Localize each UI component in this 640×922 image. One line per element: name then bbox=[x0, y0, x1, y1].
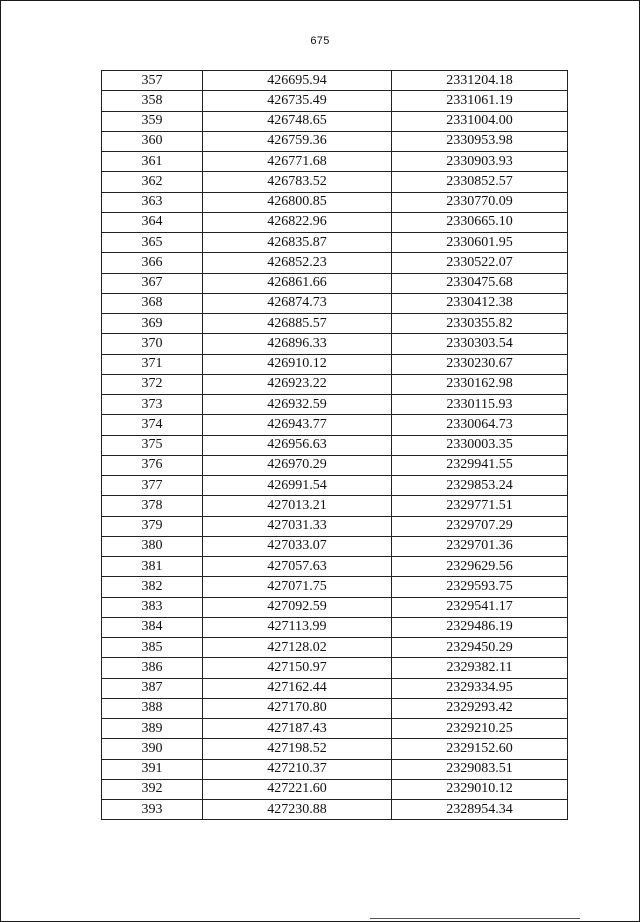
x-coordinate-cell: 427113.99 bbox=[203, 617, 392, 637]
point-number-cell: 380 bbox=[102, 536, 203, 556]
y-coordinate-cell: 2330003.35 bbox=[392, 435, 568, 455]
table-row bbox=[102, 536, 568, 556]
y-coordinate-cell: 2329334.95 bbox=[392, 678, 568, 698]
point-number-cell: 365 bbox=[102, 233, 203, 253]
y-coordinate-cell: 2329450.29 bbox=[392, 638, 568, 658]
x-coordinate-cell: 427162.44 bbox=[203, 678, 392, 698]
point-number-cell: 368 bbox=[102, 293, 203, 313]
x-coordinate-cell: 427033.07 bbox=[203, 536, 392, 556]
table-row bbox=[102, 638, 568, 658]
table-row bbox=[102, 212, 568, 232]
y-coordinate-cell: 2330852.57 bbox=[392, 172, 568, 192]
y-coordinate-cell: 2331061.19 bbox=[392, 91, 568, 111]
x-coordinate-cell: 426956.63 bbox=[203, 435, 392, 455]
y-coordinate-cell: 2330412.38 bbox=[392, 293, 568, 313]
x-coordinate-cell: 426822.96 bbox=[203, 212, 392, 232]
point-number-cell: 369 bbox=[102, 314, 203, 334]
point-number-cell: 364 bbox=[102, 212, 203, 232]
y-coordinate-cell: 2329701.36 bbox=[392, 536, 568, 556]
x-coordinate-cell: 427198.52 bbox=[203, 739, 392, 759]
table-row bbox=[102, 435, 568, 455]
point-number-cell: 375 bbox=[102, 435, 203, 455]
x-coordinate-cell: 427013.21 bbox=[203, 496, 392, 516]
x-coordinate-cell: 426835.87 bbox=[203, 233, 392, 253]
table-row bbox=[102, 314, 568, 334]
point-number-cell: 361 bbox=[102, 152, 203, 172]
table-row bbox=[102, 131, 568, 151]
x-coordinate-cell: 427031.33 bbox=[203, 516, 392, 536]
point-number-cell: 390 bbox=[102, 739, 203, 759]
y-coordinate-cell: 2330522.07 bbox=[392, 253, 568, 273]
table-row bbox=[102, 354, 568, 374]
point-number-cell: 367 bbox=[102, 273, 203, 293]
point-number-cell: 374 bbox=[102, 415, 203, 435]
point-number-cell: 378 bbox=[102, 496, 203, 516]
y-coordinate-cell: 2329593.75 bbox=[392, 577, 568, 597]
table-row bbox=[102, 617, 568, 637]
x-coordinate-cell: 426861.66 bbox=[203, 273, 392, 293]
y-coordinate-cell: 2330303.54 bbox=[392, 334, 568, 354]
table-row bbox=[102, 91, 568, 111]
point-number-cell: 363 bbox=[102, 192, 203, 212]
y-coordinate-cell: 2331004.00 bbox=[392, 111, 568, 131]
y-coordinate-cell: 2329629.56 bbox=[392, 557, 568, 577]
y-coordinate-cell: 2330064.73 bbox=[392, 415, 568, 435]
x-coordinate-cell: 427057.63 bbox=[203, 557, 392, 577]
y-coordinate-cell: 2331204.18 bbox=[392, 71, 568, 91]
point-number-cell: 392 bbox=[102, 779, 203, 799]
y-coordinate-cell: 2329382.11 bbox=[392, 658, 568, 678]
table-row bbox=[102, 334, 568, 354]
y-coordinate-cell: 2329486.19 bbox=[392, 617, 568, 637]
y-coordinate-cell: 2330953.98 bbox=[392, 131, 568, 151]
point-number-cell: 372 bbox=[102, 374, 203, 394]
point-number-cell: 383 bbox=[102, 597, 203, 617]
table-row bbox=[102, 395, 568, 415]
table-row bbox=[102, 698, 568, 718]
point-number-cell: 389 bbox=[102, 719, 203, 739]
page-number: 675 bbox=[310, 35, 330, 47]
x-coordinate-cell: 426771.68 bbox=[203, 152, 392, 172]
point-number-cell: 385 bbox=[102, 638, 203, 658]
y-coordinate-cell: 2329771.51 bbox=[392, 496, 568, 516]
x-coordinate-cell: 426885.57 bbox=[203, 314, 392, 334]
x-coordinate-cell: 426923.22 bbox=[203, 374, 392, 394]
point-number-cell: 359 bbox=[102, 111, 203, 131]
point-number-cell: 360 bbox=[102, 131, 203, 151]
table-row bbox=[102, 293, 568, 313]
table-row bbox=[102, 496, 568, 516]
x-coordinate-cell: 426970.29 bbox=[203, 455, 392, 475]
table-row bbox=[102, 658, 568, 678]
point-number-cell: 371 bbox=[102, 354, 203, 374]
x-coordinate-cell: 427071.75 bbox=[203, 577, 392, 597]
table-row bbox=[102, 111, 568, 131]
point-number-cell: 358 bbox=[102, 91, 203, 111]
point-number-cell: 381 bbox=[102, 557, 203, 577]
y-coordinate-cell: 2329853.24 bbox=[392, 476, 568, 496]
y-coordinate-cell: 2329707.29 bbox=[392, 516, 568, 536]
table-row bbox=[102, 415, 568, 435]
table-row bbox=[102, 800, 568, 820]
table-row bbox=[102, 476, 568, 496]
point-number-cell: 391 bbox=[102, 759, 203, 779]
point-number-cell: 370 bbox=[102, 334, 203, 354]
y-coordinate-cell: 2330475.68 bbox=[392, 273, 568, 293]
x-coordinate-cell: 426852.23 bbox=[203, 253, 392, 273]
x-coordinate-cell: 426896.33 bbox=[203, 334, 392, 354]
point-number-cell: 382 bbox=[102, 577, 203, 597]
y-coordinate-cell: 2330230.67 bbox=[392, 354, 568, 374]
x-coordinate-cell: 427230.88 bbox=[203, 800, 392, 820]
x-coordinate-cell: 427221.60 bbox=[203, 779, 392, 799]
point-number-cell: 393 bbox=[102, 800, 203, 820]
x-coordinate-cell: 426735.49 bbox=[203, 91, 392, 111]
table-row bbox=[102, 557, 568, 577]
table-row bbox=[102, 516, 568, 536]
x-coordinate-cell: 427092.59 bbox=[203, 597, 392, 617]
x-coordinate-cell: 426748.65 bbox=[203, 111, 392, 131]
y-coordinate-cell: 2330770.09 bbox=[392, 192, 568, 212]
point-number-cell: 384 bbox=[102, 617, 203, 637]
point-number-cell: 373 bbox=[102, 395, 203, 415]
x-coordinate-cell: 426783.52 bbox=[203, 172, 392, 192]
x-coordinate-cell: 426991.54 bbox=[203, 476, 392, 496]
point-number-cell: 387 bbox=[102, 678, 203, 698]
point-number-cell: 376 bbox=[102, 455, 203, 475]
x-coordinate-cell: 426695.94 bbox=[203, 71, 392, 91]
table-row bbox=[102, 273, 568, 293]
table-row bbox=[102, 172, 568, 192]
table-row bbox=[102, 678, 568, 698]
y-coordinate-cell: 2330355.82 bbox=[392, 314, 568, 334]
point-number-cell: 377 bbox=[102, 476, 203, 496]
x-coordinate-cell: 426910.12 bbox=[203, 354, 392, 374]
point-number-cell: 366 bbox=[102, 253, 203, 273]
table-row bbox=[102, 577, 568, 597]
table-row bbox=[102, 597, 568, 617]
y-coordinate-cell: 2330115.93 bbox=[392, 395, 568, 415]
x-coordinate-cell: 427170.80 bbox=[203, 698, 392, 718]
table-row bbox=[102, 233, 568, 253]
x-coordinate-cell: 427210.37 bbox=[203, 759, 392, 779]
footer-rule bbox=[370, 918, 580, 919]
y-coordinate-cell: 2330601.95 bbox=[392, 233, 568, 253]
y-coordinate-cell: 2329210.25 bbox=[392, 719, 568, 739]
table-row bbox=[102, 739, 568, 759]
x-coordinate-cell: 426932.59 bbox=[203, 395, 392, 415]
y-coordinate-cell: 2329083.51 bbox=[392, 759, 568, 779]
y-coordinate-cell: 2329010.12 bbox=[392, 779, 568, 799]
y-coordinate-cell: 2329293.42 bbox=[392, 698, 568, 718]
coordinates-table bbox=[101, 70, 568, 820]
x-coordinate-cell: 426874.73 bbox=[203, 293, 392, 313]
x-coordinate-cell: 427187.43 bbox=[203, 719, 392, 739]
table-row bbox=[102, 192, 568, 212]
table-row bbox=[102, 455, 568, 475]
x-coordinate-cell: 426800.85 bbox=[203, 192, 392, 212]
x-coordinate-cell: 426943.77 bbox=[203, 415, 392, 435]
y-coordinate-cell: 2328954.34 bbox=[392, 800, 568, 820]
point-number-cell: 379 bbox=[102, 516, 203, 536]
point-number-cell: 386 bbox=[102, 658, 203, 678]
table-row bbox=[102, 152, 568, 172]
table-row bbox=[102, 374, 568, 394]
table-row bbox=[102, 253, 568, 273]
table-row bbox=[102, 779, 568, 799]
x-coordinate-cell: 427128.02 bbox=[203, 638, 392, 658]
table-row bbox=[102, 719, 568, 739]
y-coordinate-cell: 2330665.10 bbox=[392, 212, 568, 232]
y-coordinate-cell: 2330162.98 bbox=[392, 374, 568, 394]
x-coordinate-cell: 427150.97 bbox=[203, 658, 392, 678]
table-row bbox=[102, 759, 568, 779]
y-coordinate-cell: 2329941.55 bbox=[392, 455, 568, 475]
table-row bbox=[102, 71, 568, 91]
point-number-cell: 388 bbox=[102, 698, 203, 718]
point-number-cell: 362 bbox=[102, 172, 203, 192]
y-coordinate-cell: 2330903.93 bbox=[392, 152, 568, 172]
y-coordinate-cell: 2329541.17 bbox=[392, 597, 568, 617]
coordinates-table-body bbox=[102, 71, 568, 820]
point-number-cell: 357 bbox=[102, 71, 203, 91]
y-coordinate-cell: 2329152.60 bbox=[392, 739, 568, 759]
x-coordinate-cell: 426759.36 bbox=[203, 131, 392, 151]
